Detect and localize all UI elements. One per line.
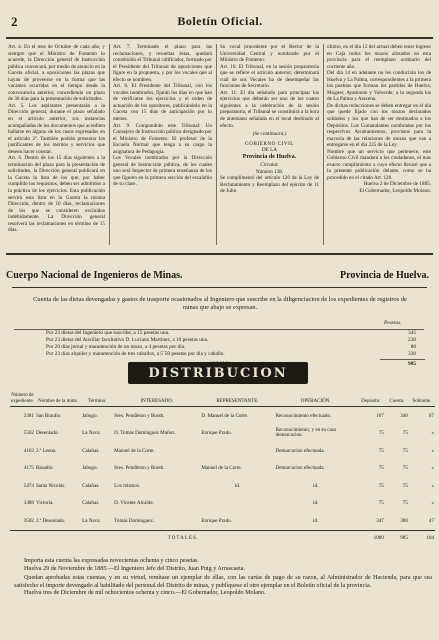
- cell-termino: Jabugo.: [82, 412, 98, 419]
- section-heading: GOBIERNO CIVIL: [245, 140, 294, 147]
- totals-row: [10, 530, 435, 545]
- cell-representante: [200, 495, 274, 513]
- cell-sobrante: 67: [428, 412, 434, 419]
- table-row: [10, 477, 435, 495]
- cell-termino: La Nava.: [82, 517, 101, 524]
- cell-mine-name: Basadio.: [35, 465, 54, 472]
- paragraph: Su vocal procedente por el Rector de la Universidad Central y nombrado por el Ministro de Fomento.: [220, 44, 319, 64]
- section-rule: [6, 253, 433, 255]
- cell-mine-name: 2.ª Leona.: [35, 447, 57, 454]
- expense-item: Por 20 días jornal y manutención de un mozo, a 4 pesetas por día.: [46, 344, 186, 350]
- table-row: [10, 460, 435, 478]
- paragraph: Art. 11. El día señalado para principiar los ejercicios que deberán ser uno de los cuatro siguientes a la celebración de la sesión preparatoria, el Tribunal se constituirá a la hora de antemano señalada en el local destinado al efecto.: [220, 89, 319, 129]
- footer-paragraph: Quedan aprobadas estas cuentas, y en su virtud, remítase un ejemplar de ellas, con las cartas de pago de su razon, al Administrador de Hacienda, para que sea satisfecho el importe devengado al habilitado del personal del Distrito de minas, y publíquese el otro ejemplar en el Boletín oficial de la provincia.: [14, 575, 432, 589]
- cell-cuesta: 75: [402, 482, 408, 489]
- cell-operacion: Reconocimiento, y en su caso demarcacion.: [275, 426, 337, 439]
- section-province: Provincia de Huelva.: [340, 270, 429, 281]
- totals-label: TOTALES.: [10, 530, 357, 545]
- column-4: [327, 44, 431, 245]
- section-title: Cuerpo Nacional de Ingenieros de Minas.: [6, 270, 183, 281]
- cell-termino: Calañas.: [82, 500, 100, 507]
- cell-number: 3502: [23, 517, 34, 524]
- cell-number: 3488: [23, 500, 34, 507]
- cell-interesado: D. Vicente Alcalde.: [114, 500, 154, 507]
- expense-item: Por 23 dietas del Ingeniero que suscribe, a 15 pesetas una.: [46, 330, 170, 336]
- paragraph: Del día 14 en adelante no les conducirán los de Huelva y La Palma, correspondientes a la primera los pueblos que forman los partidos de Huelva, Moguer, Ayamonte y Valverde; a la segunda los de La Palma y Aracena.: [327, 70, 431, 103]
- paragraph: Art. 4. En el mes de Octubre de cada año, y siempre que el Ministro de Fomento lo acuerde, la Dirección general de Instrucción pública convocará, por medio de anuncio en la Gaceta oficial, a oposiciones las plazas que hayan de proveerse en la forma que las vacantes ocurridas en el tiempo desde la convocatoria anterior, concediendo un plazo de 30 días para la presentación de solicitudes.: [8, 44, 105, 103]
- distribution-table: [10, 392, 435, 545]
- total-sobrante: 104: [409, 530, 435, 545]
- expense-item: Por 23 dietas del Auxiliar facultativo D. Luciano Martinez, a 10 pesetas una.: [46, 337, 209, 343]
- cell-operacion: Reconocimiento efectuado.: [275, 412, 332, 419]
- date-line: Huelva 2 de Diciembre de 1885.: [363, 181, 431, 188]
- cell-operacion: id.: [313, 500, 319, 507]
- cell-sobrante: »: [431, 447, 434, 454]
- header-cell: Sobrante.: [409, 392, 435, 407]
- cell-representante: [200, 442, 274, 460]
- footer-paragraph: Importa esta cuenta las expresadas novecientas ochenta y cinco pesetas.: [24, 558, 199, 564]
- paragraph: Art. 5. Los aspirantes presentarán a la Dirección general, durante el plazo señalado en el artículo anterior, sus instancias acompañadas de los documentos que acrediten hallarse en alguno de los casos expresados en el artículo 2º. También podrán presentar los justificantes de los méritos y servicios que deseen hacer constar.: [8, 102, 105, 155]
- cell-cuesta: 75: [402, 500, 408, 507]
- distribution-banner: [128, 362, 308, 384]
- cell-interesado: Manuel de la Corte.: [114, 447, 155, 454]
- province-heading: Provincia de Huelva.: [242, 153, 297, 160]
- table-row: [10, 425, 435, 443]
- header-cell: REPRESENTANTE.: [200, 392, 274, 407]
- banner-text: DISTRIBUCION: [148, 366, 288, 381]
- cell-deposito: 75: [378, 500, 384, 507]
- cell-number: 4175: [23, 465, 34, 472]
- column-divider: [109, 44, 110, 245]
- cell-mine-name: Victoria.: [35, 500, 54, 507]
- cell-deposito: 75: [378, 465, 384, 472]
- cell-deposito: 75: [378, 430, 384, 437]
- column-3: [220, 44, 319, 245]
- cell-representante: Enrique Prado.: [201, 517, 232, 524]
- header-cell: Cuesta.: [385, 392, 409, 407]
- expense-value: 230: [408, 337, 416, 343]
- paragraph: De dichas reducciones se deben entregar en el día que quede fijado con los mozos declarados soldados y los que han de ser destinados a los Depósitos. Los Comandantes nombrados por los respectivos Ayuntamientos, provistos para la mayoría de las relaciones de mozos que van a entregarse en el día 225 de la Ley.: [327, 102, 431, 149]
- cell-sobrante: »: [431, 500, 434, 507]
- cell-cuesta: 300: [400, 517, 408, 524]
- sum-rule: [380, 359, 425, 360]
- section-underline: [12, 287, 427, 288]
- column-1: [8, 44, 105, 245]
- table-row: [10, 495, 435, 513]
- paragraph: último, en el día 12 del actual deben tener ingreso en Caja todos los mozos alistados en esta provincia para el reemplazo ordinario del corriente año.: [327, 44, 431, 70]
- footer-paragraph: Huelva 29 de Noviembre de 1885.—El Ingeniero Jefe del Distrito, Juan Puig y Arrascaeta.: [24, 565, 246, 572]
- cell-mine-name: 2.ª Desenlado.: [35, 517, 66, 524]
- expense-value: 80: [410, 344, 416, 350]
- cell-interesado: Sres. Pendleton y Booth.: [114, 465, 165, 472]
- cell-representante: Manuel de la Corte.: [201, 465, 242, 472]
- expenses-column-header: Pesetas.: [384, 320, 402, 326]
- paragraph: Nombre que un servicio que pertenece, este Gobierno Civil mandará a los ciudadanos, el más exacto cumplimiento a cuyo efecto llevaré que a la presente publicación delante, como se ha procedido en el citado Art. 126.: [327, 148, 431, 181]
- cell-cuesta: 75: [402, 447, 408, 454]
- cell-deposito: 347: [376, 517, 384, 524]
- signature-line: El Gobernador, Leopoldo Molano.: [359, 188, 431, 195]
- paragraph: Art. 10. El Tribunal, en la sesión preparatoria que se refiere el artículo anterior, determinará cuál de sus Vocales ha de desempeñar las funciones de Secretario.: [220, 63, 319, 90]
- expense-value: 330: [408, 351, 416, 357]
- paragraph: Los Vocales nombrados por la Dirección general de Instrucción pública, de los cuales uno será Inspector de primera enseñanza de los que figuren en la primera sección del escalafón de su clase.: [113, 155, 212, 188]
- cell-number: 5474: [23, 482, 34, 489]
- header-rule: [6, 37, 433, 39]
- cell-termino: Calañas.: [82, 447, 100, 454]
- cell-representante: Enrique Prado.: [201, 430, 232, 437]
- header-cell: INTERESADO.: [113, 392, 200, 407]
- total-deposito: 1089: [357, 530, 385, 545]
- table-row: [10, 407, 435, 425]
- cell-operacion: id.: [313, 517, 319, 524]
- paragraph: Art. 8. El Presidente del Tribunal, con los vocales nombrados, fijarán los días en que han de verificarse los ejercicios y el orden de actuación de los opositores, publicándolo en la Gaceta con 15 días de anticipación por lo menos.: [113, 83, 212, 123]
- cell-deposito: 167: [376, 412, 384, 419]
- cell-sobrante: »: [431, 465, 434, 472]
- column-2: [113, 44, 212, 245]
- cell-deposito: 75: [378, 447, 384, 454]
- footer-text: [14, 558, 432, 598]
- section-subtitle: Cuenta de las dietas devengadas y gastos de trasporte ocasionados al Ingeniero que suscribe en la diligenciacion de los expedientes de registros de minas que abajo se expresan.: [33, 296, 407, 311]
- paragraph: Art. 7. Terminado el plazo para las reclamaciones, y resueltas éstas, quedará constituido el Tribunal calificador, formado por el Presidente del Tribunal de oposiciones que figure en la propuesta, y por los vocales que al efecto se nombren.: [113, 44, 212, 83]
- cell-interesado: Los mismos.: [114, 482, 141, 489]
- page-number: 2: [11, 14, 18, 29]
- cell-sobrante: 47: [428, 517, 434, 524]
- sum-value: 985: [408, 361, 416, 367]
- paragraph: Art. 6. Dentro de los 15 días siguientes a la terminación del plazo para la presentación de solicitudes, la Dirección general publicará en la Gaceta la lista de los que, por haber cumplido los requisitos, deben ser admitidos a la práctica de los ejercicios. Esta publicación servirá esta lista en la Gaceta la misma Dirección, dentro de 10 días, reclamaciones de los que se consideren excluidos indebidamente. La Dirección general resolverá las reclamaciones en término de 15 días.: [8, 155, 105, 234]
- cell-mine-name: Desenlado.: [35, 430, 59, 437]
- cell-number: 5562: [23, 430, 34, 437]
- header-cell: Depósito.: [357, 392, 385, 407]
- cell-representante: id.: [234, 482, 241, 489]
- cell-termino: Calañas.: [82, 482, 100, 489]
- header-cell: Número de expediente.: [10, 392, 35, 407]
- table-row: [10, 512, 435, 530]
- total-cuesta: 985: [385, 530, 409, 545]
- cell-mine-name: San Braulio.: [35, 412, 62, 419]
- expense-value: 345: [408, 330, 416, 336]
- cell-number: 3381: [23, 412, 34, 419]
- cell-operacion: Demarcacion efectuada.: [275, 465, 325, 472]
- cell-interesado: Sres. Pendleton y Booth.: [114, 412, 165, 419]
- cell-representante: D. Manuel de la Corte.: [201, 412, 249, 419]
- paragraph: Se cumplimentó del artículo 126 de la Ley de Reclutamiento y Reemplazo del ejército de 11 de Julio: [220, 175, 319, 195]
- cell-termino: Jabugo.: [82, 465, 98, 472]
- cell-operacion: Demarcacion efectuada.: [275, 447, 325, 454]
- page-title: Boletín Oficial.: [177, 14, 263, 28]
- cell-cuesta: 75: [402, 465, 408, 472]
- cell-interesado: Tomás Dominguez.: [114, 517, 154, 524]
- continuation-note: (Se continuará.): [252, 131, 287, 138]
- column-divider: [323, 44, 324, 245]
- column-divider: [216, 44, 217, 245]
- header-cell: OPERACIÓN.: [275, 392, 357, 407]
- cell-cuesta: 75: [402, 430, 408, 437]
- cell-number: 4163: [23, 447, 34, 454]
- cell-sobrante: »: [431, 430, 434, 437]
- cell-mine-name: Santa Nicolás.: [35, 482, 66, 489]
- cell-operacion: id.: [313, 482, 319, 489]
- paragraph: Art. 9. Compondrán este Tribunal: Un Consejero de Instrucción pública designado por el Ministro de Fomento. El profesor de la Escuela Normal que tenga a su cargo la asignatura de Pedagogía.: [113, 122, 212, 155]
- cell-cuesta: 340: [400, 412, 408, 419]
- cell-termino: La Nava.: [82, 430, 101, 437]
- footer-paragraph: Huelva tres de Diciembre de mil ochocientos ochenta y cinco.—El Gobernador, Leopoldo Molano.: [24, 590, 266, 596]
- table-row: [10, 442, 435, 460]
- expense-item: Por 23 días alquiler y manutención de tres caballos, a 5´50 pesetas por día y caballo.: [46, 351, 225, 357]
- cell-interesado: D. Tomás Dominguez Muñoz.: [114, 430, 176, 437]
- cell-sobrante: »: [431, 482, 434, 489]
- circular-number: Número 138.: [255, 168, 284, 175]
- cell-deposito: 75: [378, 482, 384, 489]
- header-cell: Término.: [81, 392, 113, 407]
- circular-label: Circular.: [260, 162, 279, 169]
- section-heading-sub: DE LA: [261, 147, 278, 154]
- table-header-row: [10, 392, 435, 407]
- header-cell: Nombre de la mina.: [35, 392, 81, 407]
